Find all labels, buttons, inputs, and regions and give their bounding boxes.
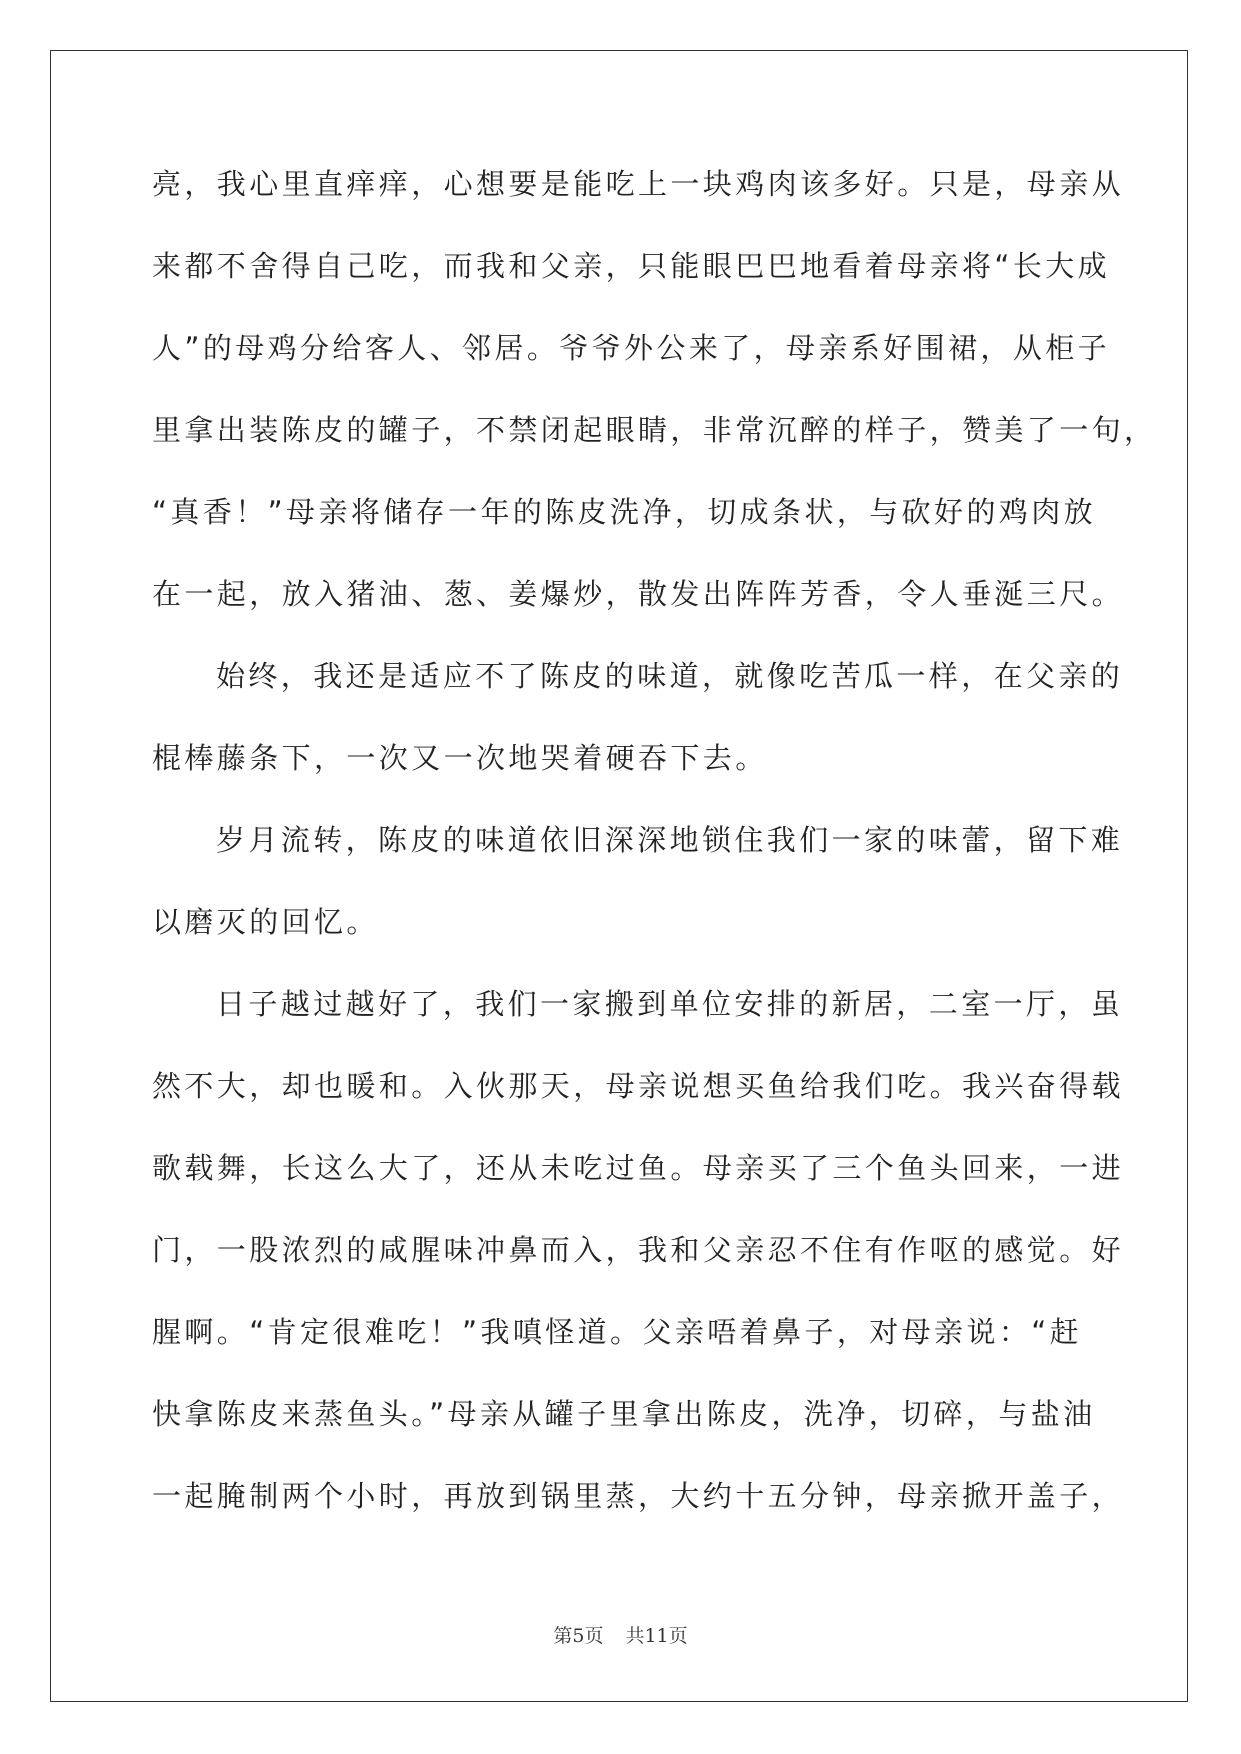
page-total: 共11页 bbox=[625, 1625, 688, 1647]
text-line: 以磨灭的回忆。 bbox=[152, 905, 379, 939]
text-line: 快拿陈皮来蒸鱼头。”母亲从罐子里拿出陈皮，洗净，切碎，与盐油 bbox=[152, 1397, 1096, 1431]
text-line: 一起腌制两个小时，再放到锅里蒸，大约十五分钟，母亲掀开盖子， bbox=[152, 1479, 1125, 1513]
paragraph-first-line: 日子越过越好了，我们一家搬到单位安排的新居，二室一厅，虽 bbox=[216, 987, 1124, 1021]
body-text bbox=[152, 160, 1157, 1554]
text-line: 歌载舞，长这么大了，还从未吃过鱼。母亲买了三个鱼头回来，一进 bbox=[152, 1151, 1125, 1185]
text-line: “真香！”母亲将储存一年的陈皮洗净，切成条状，与砍好的鸡肉放 bbox=[152, 495, 1097, 529]
text-line: 门，一股浓烈的咸腥味冲鼻而入，我和父亲忍不住有作呕的感觉。好 bbox=[152, 1233, 1125, 1267]
paragraph-first-line: 岁月流转，陈皮的味道依旧深深地锁住我们一家的味蕾，留下难 bbox=[216, 823, 1124, 857]
page-number: 第5页 bbox=[553, 1625, 604, 1647]
text-line: 然不大，却也暖和。入伙那天，母亲说想买鱼给我们吃。我兴奋得载 bbox=[152, 1069, 1125, 1103]
text-line: 里拿出装陈皮的罐子，不禁闭起眼睛，非常沉醉的样子，赞美了一句， bbox=[152, 413, 1157, 447]
text-line: 来都不舍得自己吃，而我和父亲，只能眼巴巴地看着母亲将“长大成 bbox=[152, 249, 1111, 283]
text-line: 亮，我心里直痒痒，心想要是能吃上一块鸡肉该多好。只是，母亲从 bbox=[152, 167, 1125, 201]
text-line: 人”的母鸡分给客人、邻居。爷爷外公来了，母亲系好围裙，从柜子 bbox=[152, 331, 1111, 365]
paragraph-first-line: 始终，我还是适应不了陈皮的味道，就像吃苦瓜一样，在父亲的 bbox=[216, 659, 1124, 693]
text-line: 腥啊。“肯定很难吃！”我嗔怪道。父亲唔着鼻子，对母亲说：“赶 bbox=[152, 1315, 1083, 1349]
page-footer bbox=[0, 1621, 1241, 1648]
text-line: 棍棒藤条下，一次又一次地哭着硬吞下去。 bbox=[152, 741, 768, 775]
text-line: 在一起，放入猪油、葱、姜爆炒，散发出阵阵芳香，令人垂涎三尺。 bbox=[152, 577, 1125, 611]
